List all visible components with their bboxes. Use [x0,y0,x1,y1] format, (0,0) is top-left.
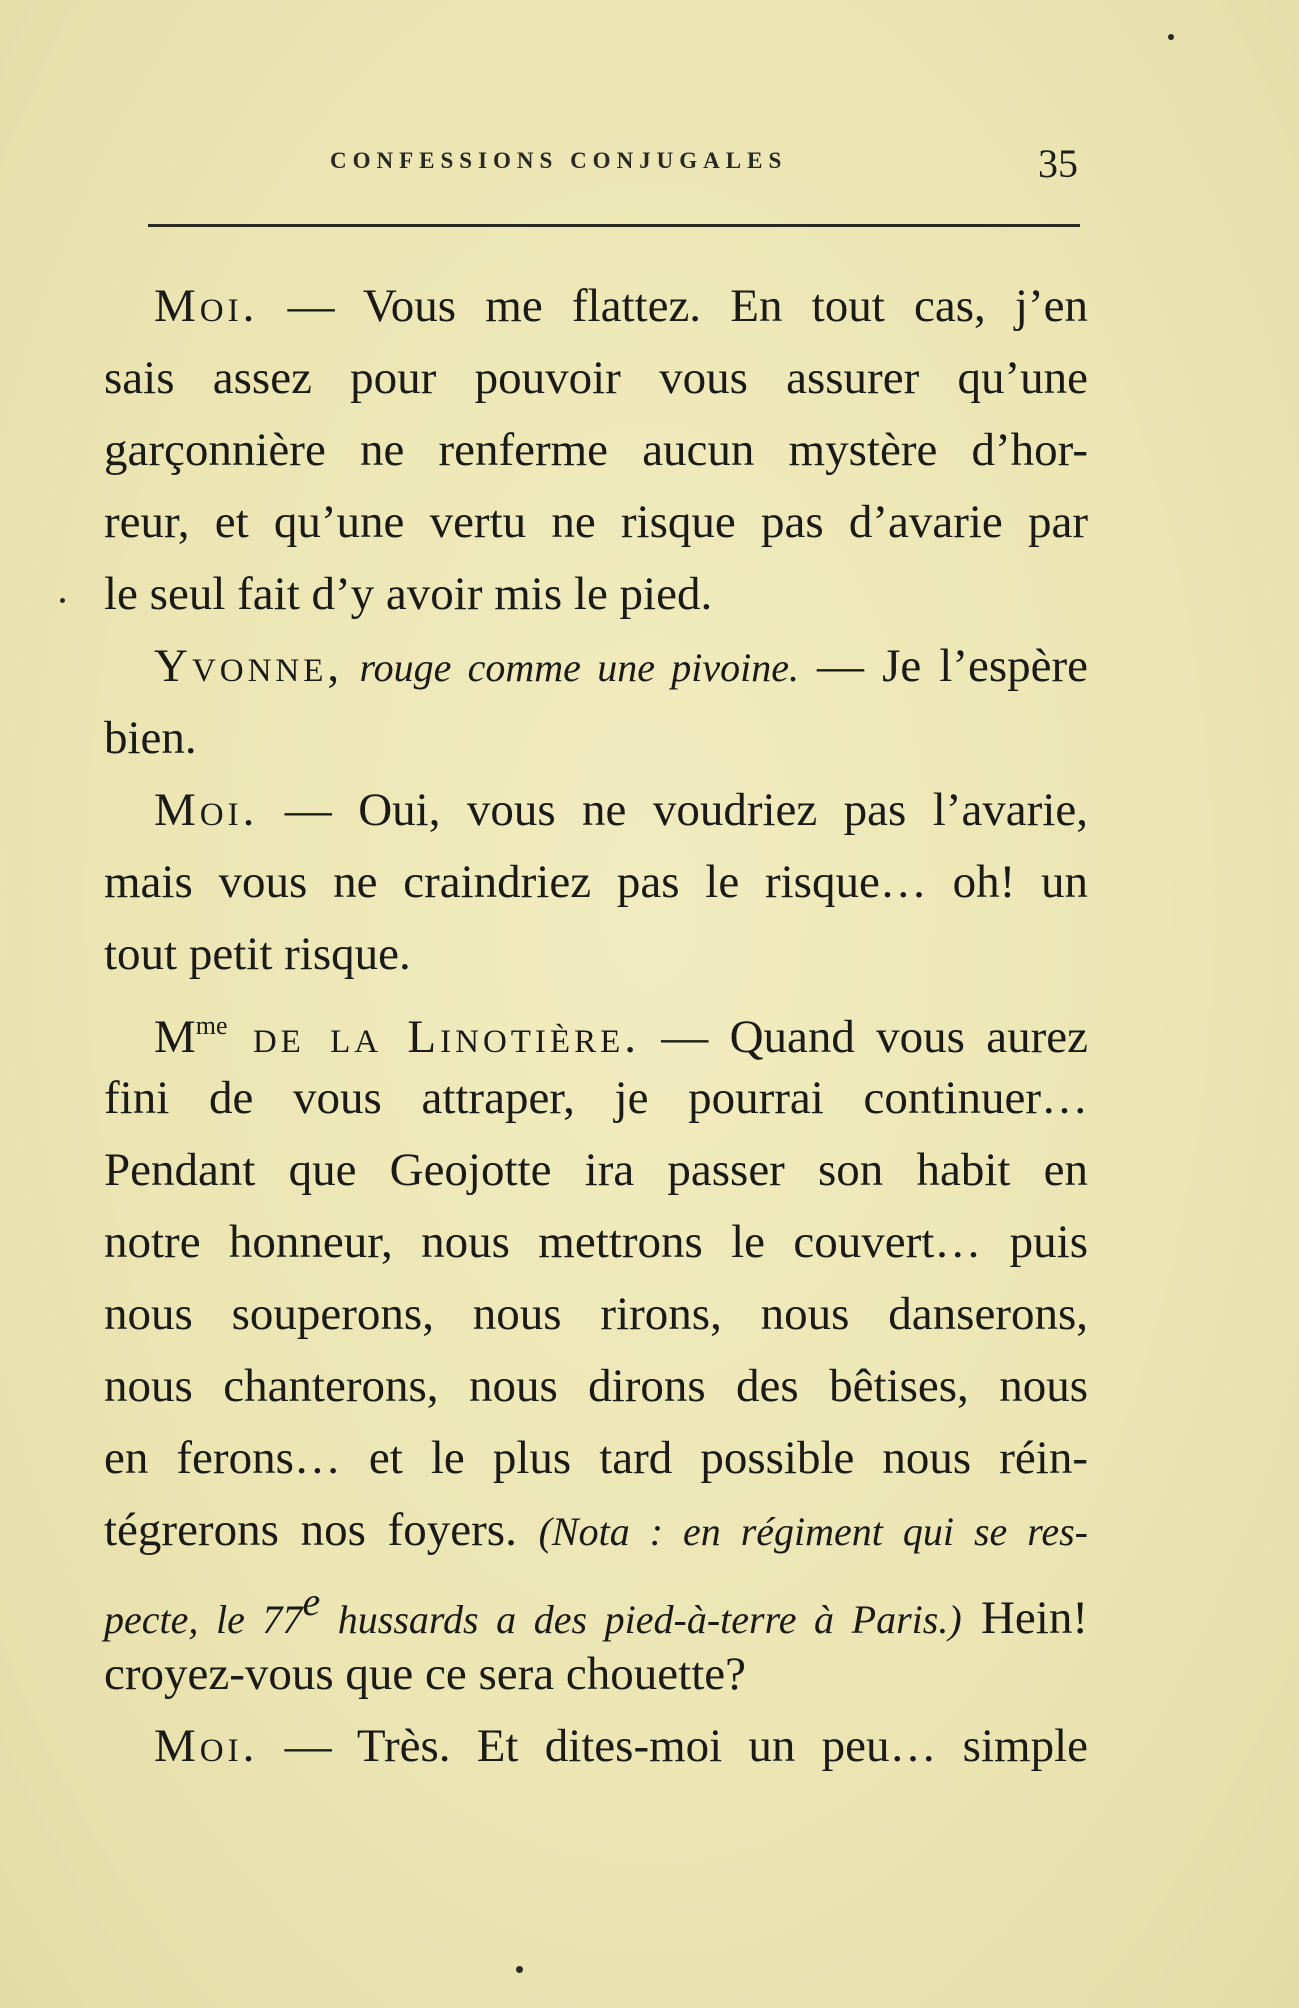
print-speck [1168,34,1174,40]
superscript: me [195,1011,228,1040]
page-body [104,270,1088,1782]
text-line: nous souperons, nous rirons, nous danserons, [104,1288,1088,1340]
author-note: hussards a des pied-à-terre à Paris.) [320,1597,962,1642]
text-line: Pendant que Geojotte ira passer son habit en [104,1144,1088,1196]
speaker-name: Moi. [154,1720,259,1772]
print-speck [60,598,65,603]
dialogue-text: — Oui, vous ne voudriez pas l’avarie, [258,784,1088,836]
superscript: e [302,1579,321,1624]
header-rule [148,224,1080,227]
speaker-name: Moi. [154,784,259,836]
speaker-name: Moi. [154,280,259,332]
running-title: CONFESSIONS CONJUGALES [330,148,788,173]
print-speck [516,1966,523,1973]
text-line: en ferons… et le plus tard possible nous réin- [104,1432,1088,1484]
text-line: notre honneur, nous mettrons le couvert… puis [104,1216,1088,1268]
text-line: sais assez pour pouvoir vous assurer qu’une [104,352,1088,404]
text-line: bien. [104,712,197,764]
text-line [104,630,1088,702]
stage-direction: rouge comme une pivoine. [343,645,799,690]
text-line [104,774,1088,846]
text-line: garçonnière ne renferme aucun mystère d’hor- [104,424,1088,476]
text-line [104,1710,1088,1782]
dialogue-text: — Très. Et dites-moi un peu… simple [258,1720,1088,1772]
text-line [104,1494,1088,1566]
text-line: tout petit risque. [104,928,411,980]
text-line [104,270,1088,342]
text-line: mais vous ne craindriez pas le risque… oh! un [104,856,1088,908]
text-line: reur, et qu’une vertu ne risque pas d’avarie par [104,496,1088,548]
text-line: croyez-vous que ce sera chouette? [104,1648,746,1700]
dialogue-text: tégrerons nos foyers. [104,1504,539,1556]
text-line: nous chanterons, nous dirons des bêtises, nous [104,1360,1088,1412]
page-number: 35 [1038,141,1078,186]
text-line: fini de vous attraper, je pourrai continuer… [104,1072,1088,1124]
dialogue-text: Hein! [961,1592,1088,1644]
dialogue-text: — Vous me flattez. En tout cas, j’en [258,280,1088,332]
speaker-name: M [154,1011,196,1063]
speaker-name: de la Linotière. [227,1011,640,1063]
author-note: pecte, le 77 [104,1597,303,1642]
speaker-name: Yvonne, [154,640,344,692]
text-line [104,990,1088,1062]
dialogue-text: — Je l’espère [798,640,1089,692]
text-line [104,1566,1088,1644]
text-line: le seul fait d’y avoir mis le pied. [104,568,713,620]
author-note: (Nota : en régiment qui se res- [538,1509,1089,1554]
dialogue-text: — Quand vous aurez [640,1011,1088,1063]
